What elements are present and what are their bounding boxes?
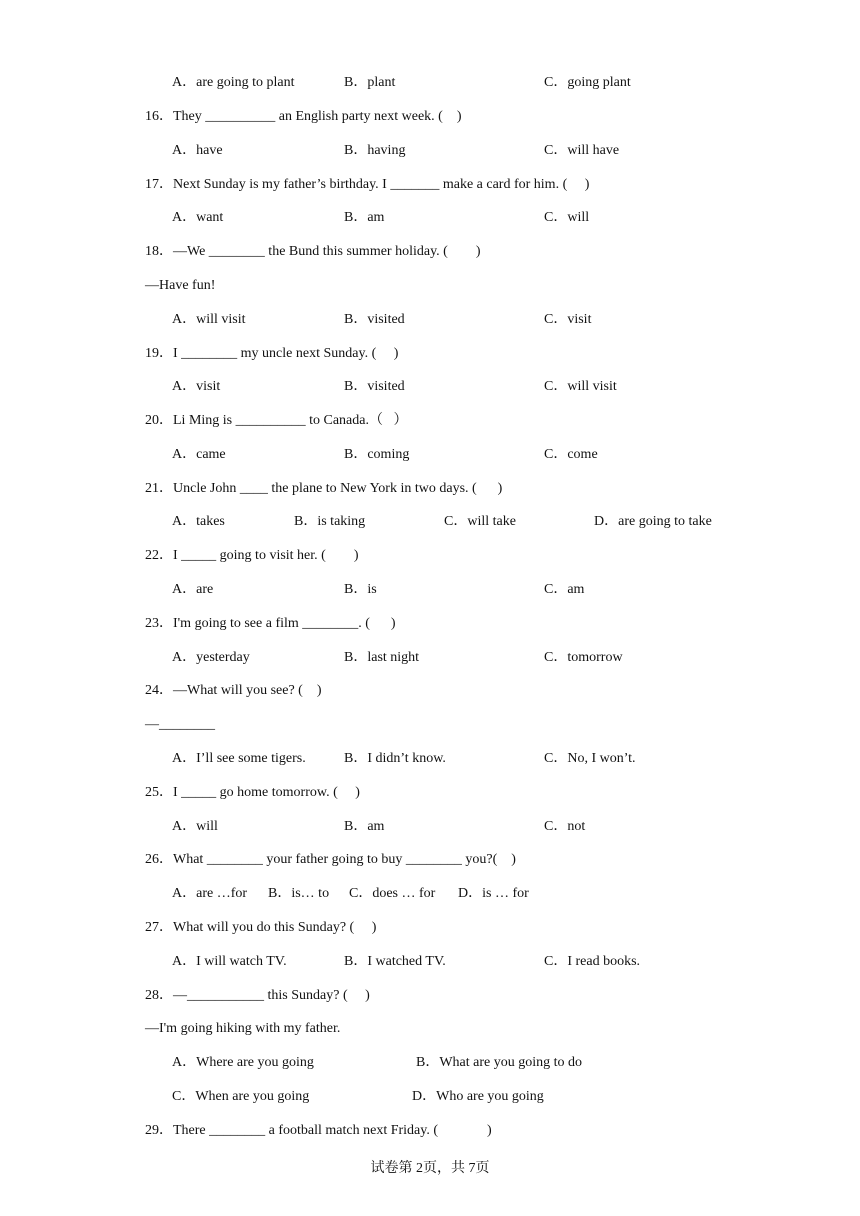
option-b: B．plant (344, 75, 396, 90)
option-b: B．visited (344, 312, 405, 327)
option-a: A．Where are you going (172, 1055, 314, 1070)
option-a: A．visit (172, 379, 221, 394)
question-22: 22．I _____ going to visit her. ( ) (145, 548, 359, 563)
question-28-reply: —I'm going hiking with my father. (145, 1021, 341, 1036)
option-b: B．last night (344, 650, 420, 665)
option-b: B．coming (344, 447, 410, 462)
question-26: 26．What ________ your father going to buy ________ you?( ) (145, 852, 516, 867)
option-a: A．yesterday (172, 650, 250, 665)
question-29: 29．There ________ a football match next Friday. ( ) (145, 1123, 492, 1138)
question-17: 17．Next Sunday is my father’s birthday. I _______ make a card for him. ( ) (145, 177, 590, 192)
page-footer: 试卷第 2页，共 7页 (370, 1161, 490, 1176)
option-b: B．I watched TV. (344, 954, 446, 969)
option-d: D．is … for (458, 886, 529, 901)
option-b: B．having (344, 143, 406, 158)
option-a: A．takes (172, 514, 225, 529)
option-a: A．will (172, 819, 218, 834)
question-21: 21．Uncle John ____ the plane to New York in two days. ( ) (145, 481, 503, 496)
question-24-reply: —________ (145, 717, 215, 732)
option-c: C．tomorrow (544, 650, 623, 665)
option-a: A．want (172, 210, 224, 225)
question-18-reply: —Have fun! (145, 278, 216, 293)
option-c: C．not (544, 819, 586, 834)
option-b: B．is (344, 582, 377, 597)
question-19: 19．I ________ my uncle next Sunday. ( ) (145, 346, 399, 361)
option-a: A．are …for (172, 886, 248, 901)
option-c: C．visit (544, 312, 592, 327)
option-c: C．No, I won’t. (544, 751, 636, 766)
option-a: A．are (172, 582, 214, 597)
option-c: C．will have (544, 143, 620, 158)
option-a: A．I’ll see some tigers. (172, 751, 306, 766)
question-23: 23．I'm going to see a film ________. ( ) (145, 616, 396, 631)
question-27: 27．What will you do this Sunday? ( ) (145, 920, 377, 935)
question-24: 24．—What will you see? ( ) (145, 683, 322, 698)
option-c: C．When are you going (172, 1089, 310, 1104)
option-c: C．I read books. (544, 954, 641, 969)
question-25: 25．I _____ go home tomorrow. ( ) (145, 785, 360, 800)
option-a: A．have (172, 143, 223, 158)
option-c: C．going plant (544, 75, 631, 90)
option-a: A．are going to plant (172, 75, 295, 90)
option-b: B．am (344, 210, 385, 225)
option-b: B．visited (344, 379, 405, 394)
option-a: A．I will watch TV. (172, 954, 287, 969)
option-c: C．come (544, 447, 598, 462)
question-16: 16．They __________ an English party next week. ( ) (145, 109, 462, 124)
option-d: D．are going to take (594, 514, 712, 529)
question-20: 20．Li Ming is __________ to Canada.（ ） (145, 413, 408, 428)
option-b: B．am (344, 819, 385, 834)
option-a: A．will visit (172, 312, 246, 327)
option-c: C．does … for (349, 886, 436, 901)
option-b: B．is… to (268, 886, 330, 901)
question-28: 28．—___________ this Sunday? ( ) (145, 988, 370, 1003)
option-d: D．Who are you going (412, 1089, 544, 1104)
option-c: C．am (544, 582, 585, 597)
option-b: B．is taking (294, 514, 366, 529)
option-a: A．came (172, 447, 226, 462)
option-c: C．will visit (544, 379, 617, 394)
option-b: B．What are you going to do (416, 1055, 583, 1070)
question-18: 18．—We ________ the Bund this summer holiday. ( ) (145, 244, 481, 259)
option-b: B．I didn’t know. (344, 751, 446, 766)
option-c: C．will take (444, 514, 516, 529)
option-c: C．will (544, 210, 590, 225)
